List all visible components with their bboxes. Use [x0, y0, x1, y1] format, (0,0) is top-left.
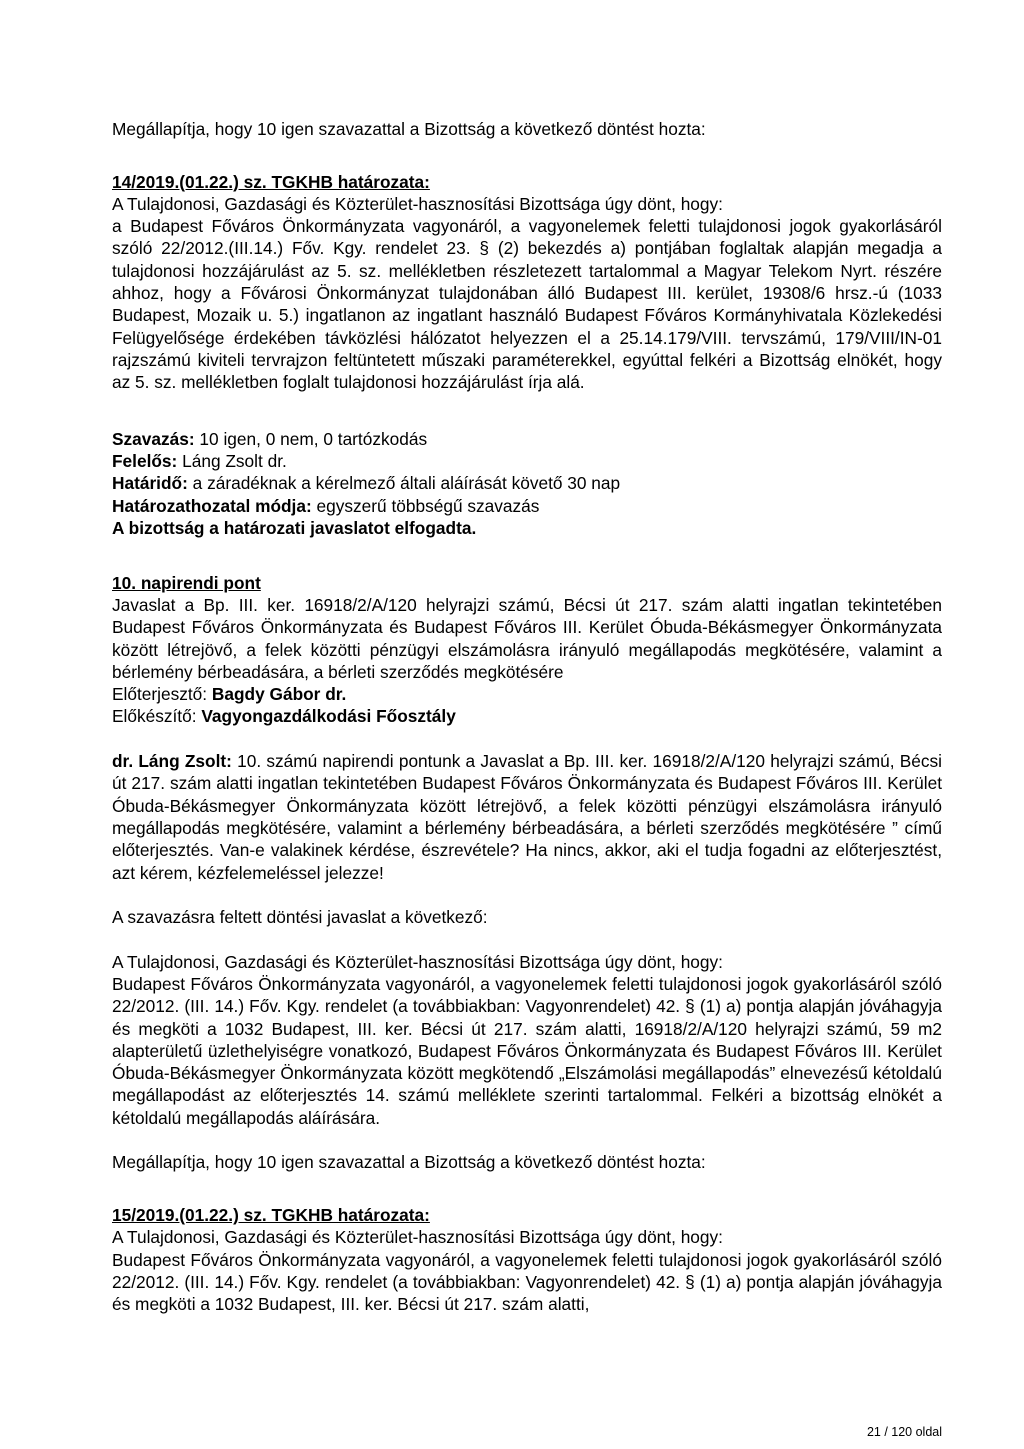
presenter-line — [112, 683, 942, 705]
accepted-statement: A bizottság a határozati javaslatot elfogadta. — [112, 518, 477, 539]
agenda-item-description: Javaslat a Bp. III. ker. 16918/2/A/120 helyrajzi számú, Bécsi út 217. szám alatti ingatlan tekintetében Budapest Főváros Önkormányzata és Budapest Főváros III. Kerület Óbuda-Békásmegyer Önkormányzata között létrejövő, a felek közötti pénzügyi elszámolásra irányuló megállapodás megkötésére, valamint a bérlemény bérbeadására, a bérleti szerződés megkötésére — [112, 594, 942, 682]
speech-text: 10. számú napirendi pontunk a Javaslat a Bp. III. ker. 16918/2/A/120 helyrajzi számú, Bécsi út 217. szám alatti ingatlan tekintetében Budapest Főváros Önkormányzata és Budapest Főváros III. Kerület Óbuda-Békásmegyer Önkormányzata között létrejövő, a felek közötti pénzügyi elszámolásra irányuló megállapodás megkötésére, valamint a bérlemény bérbeadására, a bérleti szerződés megkötésére ” című előterjesztés. Van-e valakinek kérdése, észrevétele? Ha nincs, akkor, aki el tudja fogadni az előterjesztést, azt kérem, kézfelemeléssel jelezze! — [112, 751, 942, 883]
decision-intro-1: Megállapítja, hogy 10 igen szavazattal a Bizottság a következő döntést hozta: — [112, 119, 706, 139]
resolution-14-body: a Budapest Főváros Önkormányzata vagyonáról, a vagyonelemek feletti tulajdonosi jogok gyakorlásáról szóló 22/2012.(III.14.) Főv. Kgy. rendelet 23. § (2) bekezdés a) pontjában foglaltak alapján megadja a tulajdonosi hozzájárulást az 5. sz. mellékletben részletezett tartalommal a Magyar Telekom Nyrt. részére ahhoz, hogy a Fővárosi Önkormányzat tulajdonában álló Budapest III. kerület, 19308/6 hrsz.-ú (1033 Budapest, Mozaik u. 5.) ingatlanon az ingatlant használó Budapest Főváros Kormányhivatala Közlekedési Felügyelősége érdekében távközlési hálózatot helyezzen el a 25.14.179/VIII. tervszámú, 179/VIII/IN-01 rajzszámú kiviteli tervrajzon feltüntetett műszaki paraméterekkel, egyúttal felkéri a Bizottság elnökét, hogy az 5. sz. mellékletben foglalt tulajdonosi hozzájárulást írja alá. — [112, 216, 942, 393]
proposal-opening: A Tulajdonosi, Gazdasági és Közterület-hasznosítási Bizottsága úgy dönt, hogy: — [112, 951, 723, 972]
deadline-label: Határidő: — [112, 473, 188, 494]
agenda-item-heading: 10. napirendi pont — [112, 572, 261, 593]
speaker-name: dr. Láng Zsolt: — [112, 751, 232, 772]
resolution-15-opening: A Tulajdonosi, Gazdasági és Közterület-hasznosítási Bizottsága úgy dönt, hogy: — [112, 1227, 723, 1248]
method-value: egyszerű többségű szavazás — [311, 495, 540, 516]
presenter-label: Előterjesztő: — [112, 684, 208, 705]
vote-label: Szavazás: — [112, 428, 195, 449]
presenter-name: Bagdy Gábor dr. — [207, 684, 347, 705]
responsible-label: Felelős: — [112, 451, 178, 472]
document-page — [112, 118, 942, 1315]
page-number: 21 / 120 oldal — [866, 1425, 942, 1439]
responsible-line — [112, 450, 942, 472]
resolution-15-body: Budapest Főváros Önkormányzata vagyonáról, a vagyonelemek feletti tulajdonosi jogok gyakorlásáról szóló 22/2012. (III. 14.) Főv. Kgy. rendelet (a továbbiakban: Vagyonrendelet) 42. § (1) a) pontja alapján jóváhagyja és megköti a 1032 Budapest, III. ker. Bécsi út 217. szám alatti, — [112, 1249, 942, 1315]
preparer-line — [112, 705, 942, 727]
resolution-14-opening: A Tulajdonosi, Gazdasági és Közterület-hasznosítási Bizottsága úgy dönt, hogy: — [112, 193, 723, 214]
method-line — [112, 495, 942, 517]
deadline-value: a záradéknak a kérelmező általi aláírását követő 30 nap — [187, 473, 621, 494]
decision-intro-2: Megállapítja, hogy 10 igen szavazattal a Bizottság a következő döntést hozta: — [112, 1152, 706, 1173]
resolution-number-15: 15/2019.(01.22.) sz. TGKHB határozata: — [112, 1204, 430, 1225]
responsible-value: Láng Zsolt dr. — [177, 451, 287, 472]
deadline-line — [112, 472, 942, 494]
preparer-label: Előkészítő: — [112, 706, 197, 727]
resolution-number-14: 14/2019.(01.22.) sz. TGKHB határozata: — [112, 171, 430, 192]
chair-speech — [112, 750, 942, 884]
method-label: Határozathozatal módja: — [112, 495, 312, 516]
proposal-intro: A szavazásra feltett döntési javaslat a következő: — [112, 907, 488, 928]
vote-value: 10 igen, 0 nem, 0 tartózkodás — [194, 428, 428, 449]
preparer-name: Vagyongazdálkodási Főosztály — [196, 706, 456, 727]
proposal-body: Budapest Főváros Önkormányzata vagyonáról, a vagyonelemek feletti tulajdonosi jogok gyakorlásáról szóló 22/2012. (III. 14.) Főv. Kgy. rendelet (a továbbiakban: Vagyonrendelet) 42. § (1) a) pontja alapján jóváhagyja és megköti a 1032 Budapest, III. ker. Bécsi út 217. szám alatti, 16918/2/A/120 helyrajzi számú, 59 m2 alapterületű üzlethelyiségre vonatkozó, Budapest Főváros Önkormányzata és Budapest Főváros III. Kerület Óbuda-Békásmegyer Önkormányzata között megkötendő „Elszámolási megállapodás” elnevezésű kétoldalú megállapodást az előterjesztés 14. számú melléklete szerinti tartalommal. Felkéri a bizottság elnökét a kétoldalú megállapodás aláírására. — [112, 973, 942, 1128]
vote-line — [112, 428, 942, 450]
